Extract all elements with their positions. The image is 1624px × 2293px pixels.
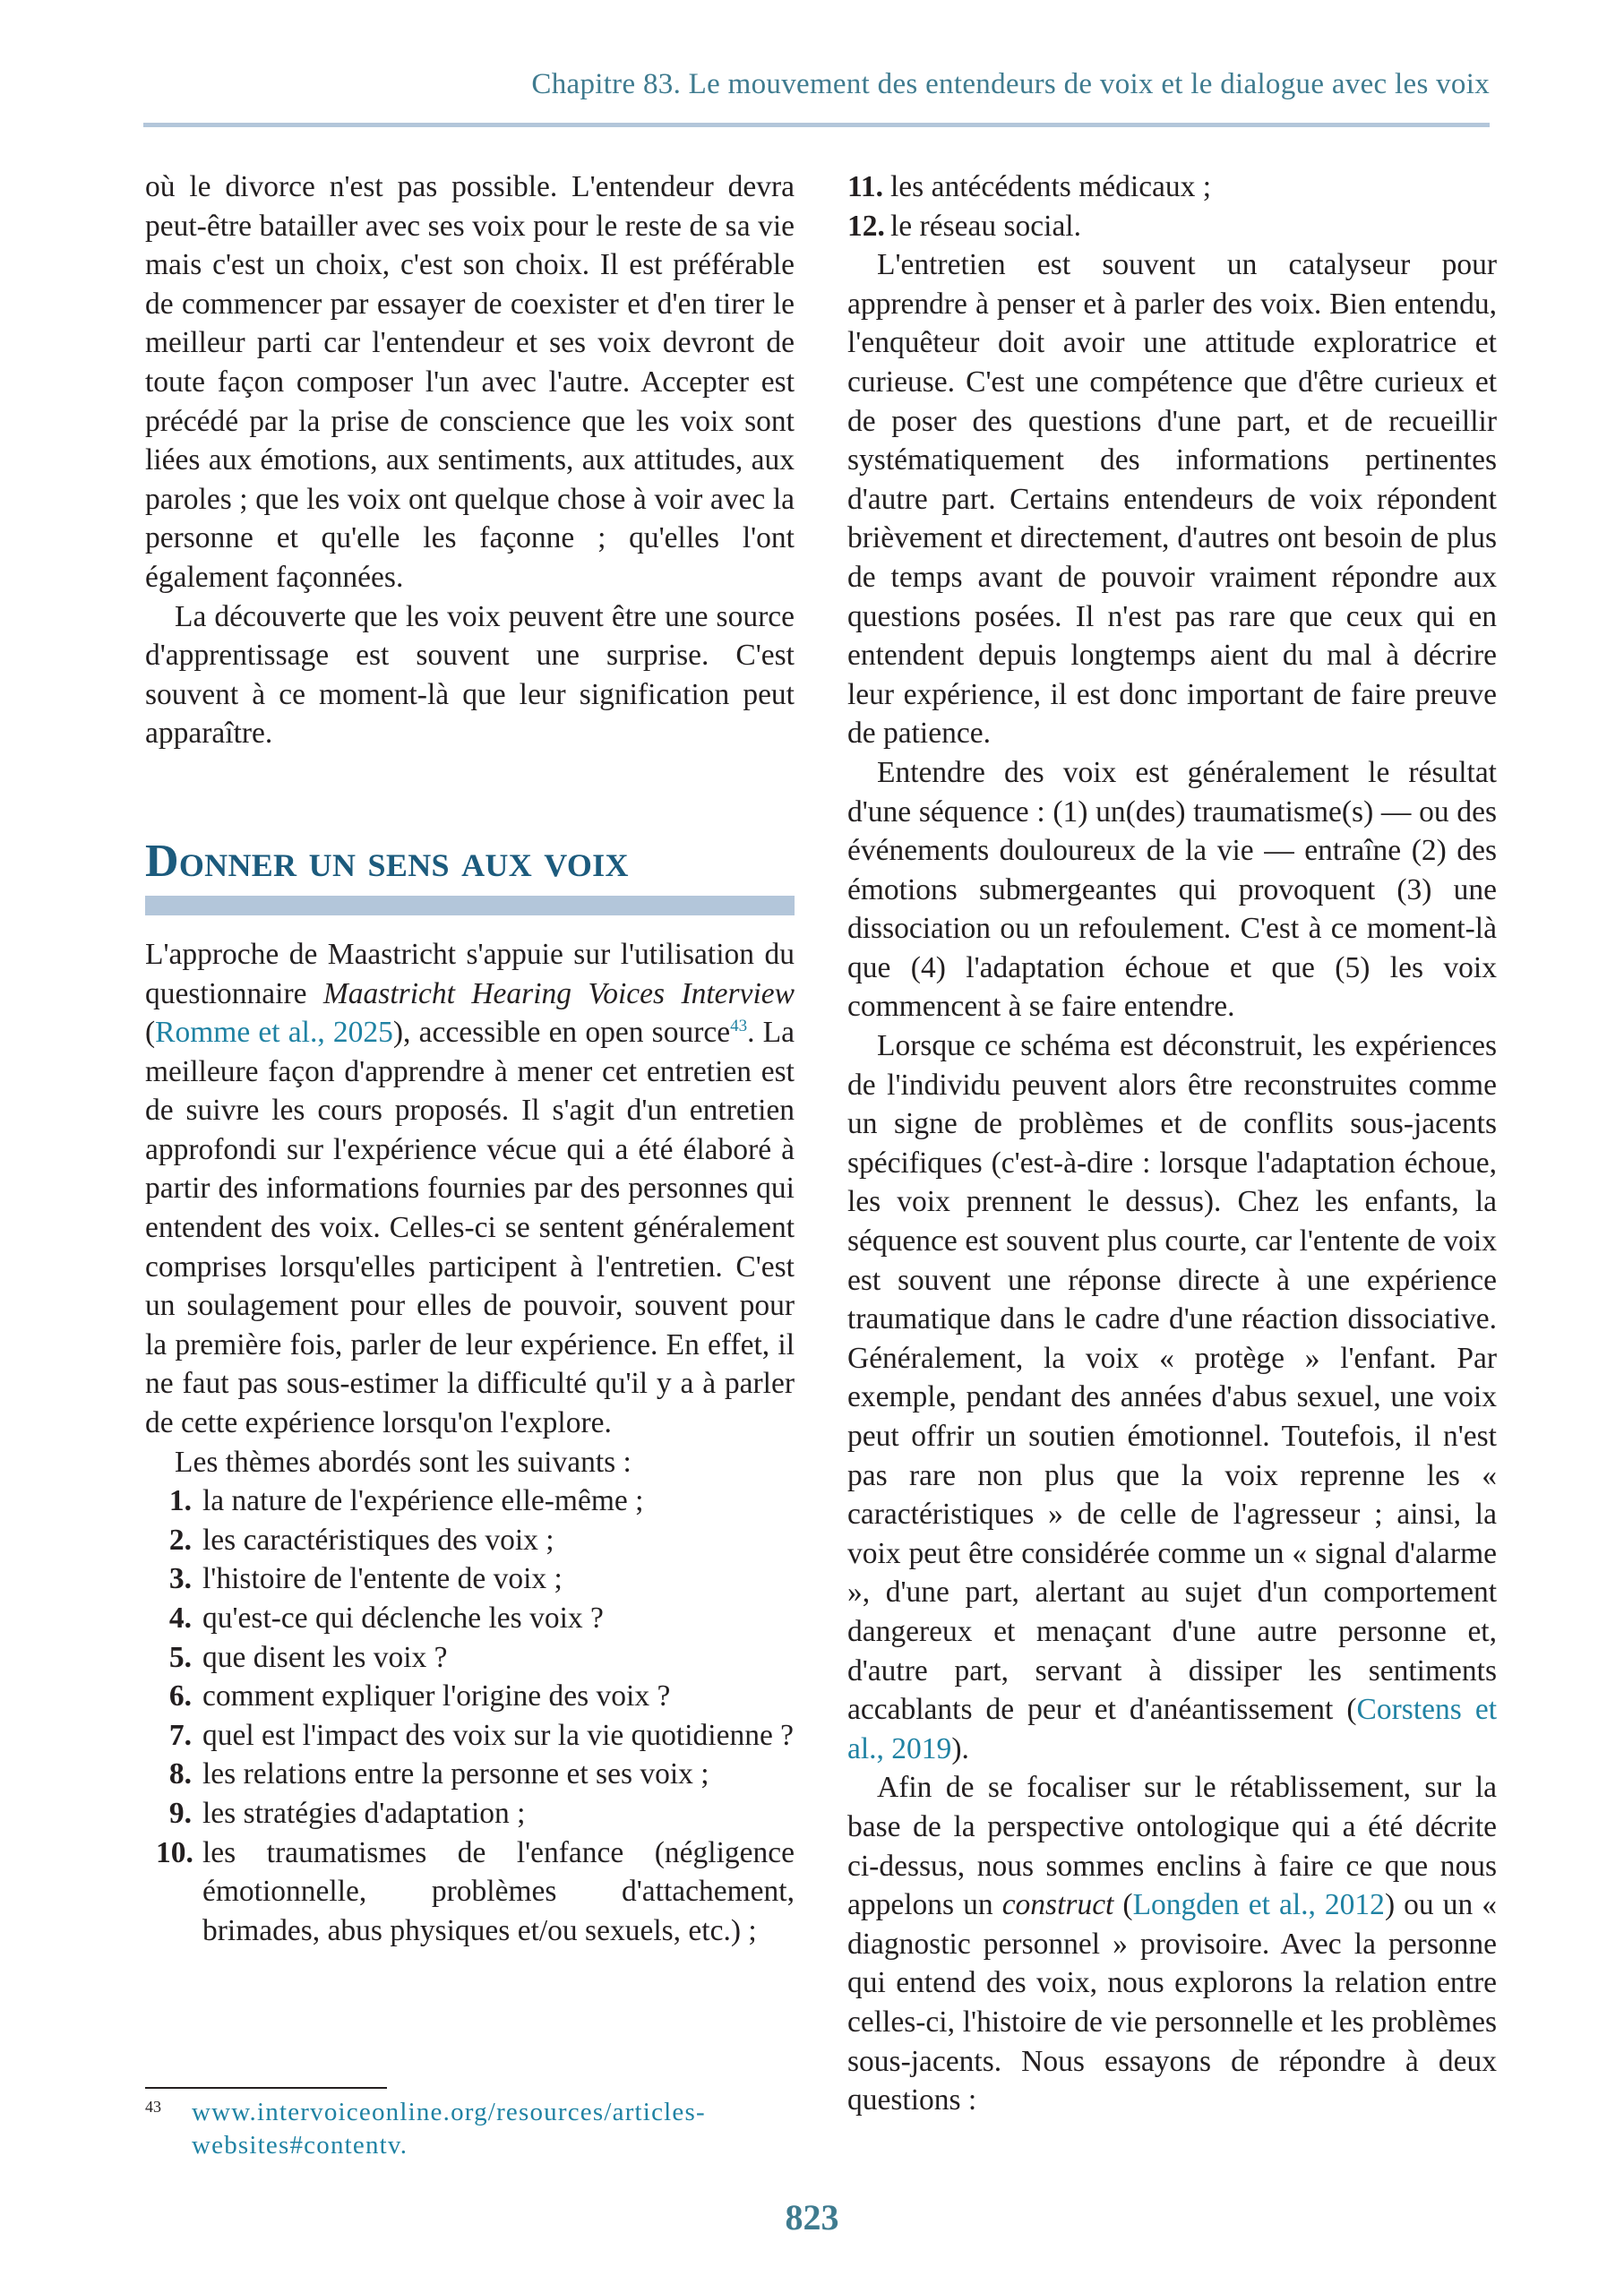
list-item [847, 167, 1497, 207]
running-title: Chapitre 83. Le mouvement des entendeurs de voix et le dialogue avec les voix [531, 68, 1490, 100]
themes-list-continued [847, 167, 1497, 245]
italic-title: Maastricht Hearing Voices Interview [322, 976, 795, 1010]
list-item-text: comment expliquer l'origine des voix ? [202, 1679, 671, 1713]
themes-list [145, 1481, 795, 1950]
citation-link[interactable]: Corstens et al., 2019 [847, 1693, 1497, 1765]
list-item-text: l'histoire de l'entente de voix ; [202, 1562, 563, 1596]
list-item-number: 7. [168, 1718, 192, 1752]
footnote-reference[interactable]: 43 [730, 1016, 748, 1035]
paragraph [847, 1768, 1497, 2119]
running-header [0, 0, 1624, 170]
list-item [156, 1599, 795, 1638]
text-span: ) ou un « diagnostic personnel » provisoire. Avec la personne qui entend des voix, nous explorons la relation entre celles-ci, l'histoire de vie personnelle et les problèmes sous-jacents. Nous essayons de répondre à deux questions : [847, 1888, 1497, 2117]
text-span: Afin de se focaliser sur le rétablissement, sur la base de la perspective ontologique qui a été décrite ci-dessus, nous sommes enclins à faire ce que nous appelons un [847, 1771, 1497, 1922]
italic-term: construct [1001, 1888, 1114, 1922]
list-item-text: les relations entre la personne et ses voix ; [202, 1757, 709, 1791]
list-item-number: 2. [168, 1523, 192, 1557]
citation-link[interactable]: Romme et al., 2025 [155, 1016, 393, 1050]
footnote-rule [145, 2087, 387, 2089]
text-span: Lorsque ce schéma est déconstruit, les expériences de l'individu peuvent alors être reconstruites comme un signe de problèmes et de conflits sous-jacents spécifiques (c'est-à-dire : lorsque l'adaptation échoue, les voix prennent le dessus). Chez les enfants, la séquence est souvent plus courte, car l'entente de voix est souvent une réponse directe à une expérience traumatique dans le cadre d'une réaction dissociative. Généralement, la voix « protège » l'enfant. Par exemple, pendant des années d'abus sexuel, une voix peut offrir un soutien émotionnel. Toutefois, il n'est pas rare non plus que la voix reprenne les « caractéristiques » de celle de l'agresseur ; ainsi, la voix peut être considérée comme un « signal d'alarme », d'une part, alertant au sujet d'un comportement dangereux et menaçant d'une autre personne et, d'autre part, servant à dissiper les sentiments accablants de peur et d'anéantissement ( [847, 1029, 1497, 1727]
paragraph: où le divorce n'est pas possible. L'entendeur devra peut-être batailler avec ses voix pour le reste de sa vie mais c'est un choix, c'est son choix. Il est préférable de commencer par essayer de coexister et d'en tirer le meilleur parti car l'entendeur et ses voix devront de toute façon composer l'un avec l'autre. Accepter est précédé par la prise de conscience que les voix sont liées aux émotions, aux sentiments, aux attitudes, aux paroles ; que les voix ont quelque chose à voir avec la personne et qu'elle les façonne ; qu'elles l'ont également façonnées. [145, 170, 795, 594]
list-item-text: les antécédents médicaux ; [890, 170, 1212, 203]
text-span: ), accessible en open source [392, 1016, 731, 1050]
list-intro: Les thèmes abordés sont les suivants : [175, 1445, 632, 1479]
paragraph [145, 935, 795, 1443]
text-span: L'approche de Maastricht s'appuie sur l'utilisation du questionnaire [145, 937, 795, 1010]
list-item [156, 1638, 795, 1678]
footnote-number: 43 [145, 2098, 161, 2116]
list-item-text: les caractéristiques des voix ; [202, 1523, 554, 1557]
list-item [156, 1716, 795, 1756]
list-item-number: 10. [156, 1835, 193, 1869]
header-rule [143, 123, 1490, 127]
paragraph: Entendre des voix est généralement le résultat d'une séquence : (1) un(des) traumatisme(s) — ou des événements douloureux de la vie — entraîne (2) des émotions submergeantes qui provoquent (3) une dissociation ou un refoulement. C'est à ce moment-là que (4) l'adaptation échoue et que (5) les voix commencent à se faire entendre. [847, 755, 1497, 1024]
footnote-link[interactable]: www.intervoiceonline.org/resources/articles-websites#contentv. [192, 2098, 706, 2160]
paragraph: La découverte que les voix peuvent être une source d'apprentissage est souvent une surprise. C'est souvent à ce moment-là que leur signification peut apparaître. [145, 599, 795, 751]
list-item [156, 1481, 795, 1521]
list-item-text: les stratégies d'adaptation ; [202, 1796, 526, 1830]
right-column [847, 167, 1497, 2120]
list-item-number: 12. [847, 209, 885, 243]
list-item-number: 3. [168, 1562, 192, 1596]
list-item-number: 5. [168, 1640, 192, 1674]
paragraph [847, 1026, 1497, 1768]
list-item-text: qu'est-ce qui déclenche les voix ? [202, 1602, 604, 1635]
text-span: ( [145, 1016, 156, 1050]
citation-link[interactable]: Longden et al., 2012 [1132, 1888, 1385, 1922]
list-item-text: que disent les voix ? [202, 1640, 448, 1674]
list-item-text: les traumatismes de l'enfance (négligence émotionnelle, problèmes d'attachement, brimades, abus physiques et/ou sexuels, etc.) ; [202, 1835, 795, 1947]
list-item-number: 8. [168, 1757, 192, 1791]
list-item [156, 1521, 795, 1560]
left-column [145, 167, 795, 1950]
list-item-number: 6. [168, 1679, 192, 1713]
list-item [156, 1794, 795, 1834]
list-item [156, 1834, 795, 1951]
list-item-text: la nature de l'expérience elle-même ; [202, 1484, 644, 1518]
list-item [156, 1755, 795, 1794]
list-item [847, 207, 1497, 246]
page-number: 823 [785, 2197, 839, 2237]
paragraph: L'entretien est souvent un catalyseur pour apprendre à penser et à parler des voix. Bien entendu, l'enquêteur doit avoir une attitude exploratrice et curieuse. C'est une compétence que d'être curieux et de poser des questions d'une part, et de recueillir systématiquement des informations pertinentes d'autre part. Certains entendeurs de voix répondent brièvement et directement, d'autres ont besoin de plus de temps avant de pouvoir vraiment répondre aux questions posées. Il n'est pas rare que ceux qui en entendent depuis longtemps aient du mal à décrire leur expérience, il est donc important de faire preuve de patience. [847, 248, 1497, 751]
list-item-number: 1. [168, 1484, 192, 1518]
list-item-number: 4. [168, 1602, 192, 1635]
section-heading-bar [145, 896, 795, 915]
section-heading: Donner un sens aux voix [145, 835, 629, 887]
list-item [156, 1559, 795, 1599]
list-item-number: 9. [168, 1796, 192, 1830]
text-span: ( [1113, 1888, 1133, 1922]
text-span: ). [951, 1731, 969, 1765]
list-item-text: quel est l'impact des voix sur la vie quotidienne ? [202, 1718, 795, 1752]
text-span: . La meilleure façon d'apprendre à mener cet entretien est de suivre les cours proposés. Il s'agit d'un entretien approfondi sur l'expérience vécue qui a été élaboré à partir des informations fournies par des personnes qui entendent des voix. Celles-ci se sentent généralement comprises lorsqu'elles participent à l'entretien. C'est un soulagement pour elles de pouvoir, souvent pour la première fois, parler de leur expérience. En effet, il ne faut pas sous-estimer la difficulté qu'il y a à parler de cette expérience lorsqu'on l'explore. [145, 1016, 795, 1440]
list-item-text: le réseau social. [890, 209, 1081, 243]
list-item [156, 1677, 795, 1716]
list-item-number: 11. [847, 170, 884, 203]
